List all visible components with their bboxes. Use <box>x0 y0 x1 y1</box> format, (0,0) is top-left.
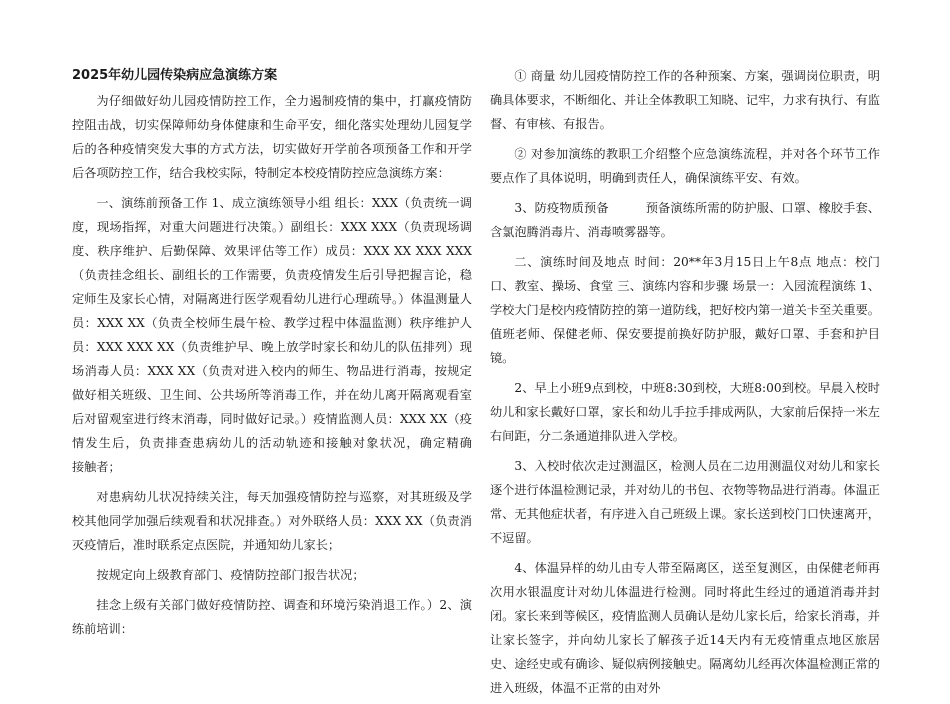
left-column <box>72 64 509 647</box>
reporting-paragraph: 按规定向上级教育部门、疫情防控部门报告状况； <box>96 568 365 582</box>
intro-paragraph: 为仔细做好幼儿园疫情防控工作，全力遏制疫情的集中，打赢疫情防控阻击战，切实保障师幼身体健康和生命平安，细化落实处理幼儿园复学后的各种疫情突发大事的方式方法，切实做好开学前各项预备工作和开学后各项防控工作，结合我校实际，特制定本校疫情防控应急演练方案： <box>72 94 472 180</box>
discussion-paragraph: ① 商量 幼儿园疫情防控工作的各种预案、方案，强调岗位职责，明确具体要求，不断细化、并让全体教职工知晓、记牢，力求有执行、有监督、有审核、有报告。 <box>490 69 880 131</box>
preparation-paragraph: 一、演练前预备工作 1、成立演练领导小组 组长：XXX（负责统一调度，现场指挥，对重大问题进行决策。）副组长：XXX XXX（负责现场调度、秩序维护、后勤保障、效果评估等工作）成员：XXX XX XXX XXX（负责挂念组长、副组长的工作需要，负责疫情发生后引导把握言论，稳定师生及家长心情，对隔离进行医学观看幼儿进行心理疏导。）体温测量人员：XXX XX（负责全校师生晨午检、教学过程中体温监测）秩序维护人员：XXX XXX XX（负责维护早、晚上放学时家长和幼儿的队伍排列）现场消毒人员：XXX XX（负责对进入校内的师生、物品进行消毒，按规定做好相关班级、卫生间、公共场所等消毒工作，并在幼儿离开隔离观看室后对留观室进行终末消毒，同时做好记录。）疫情监测人员：XXX XX（疫情发生后，负责排查患病幼儿的活动轨迹和接触对象状况，确定精确 接触者； <box>72 196 509 474</box>
monitoring-paragraph: 对患病幼儿状况持续关注，每天加强疫情防控与巡察，对其班级及学校其他同学加强后续观看和状况排查。）对外联络人员：XXX XX（负责消灭疫情后，准时联系定点医院，并通知幼儿家长； <box>72 490 472 552</box>
temperature-check-paragraph: 3、入校时依次走过测温区，检测人员在二边用测温仪对幼儿和家长逐个进行体温检测记录，并对幼儿的书包、衣物等物品进行消毒。体温正常、无其他症状者，有序进入自己班级上课。家长送到校门口快速离开，不逗留。 <box>490 459 880 545</box>
process-intro-paragraph: ② 对参加演练的教职工介绍整个应急演练流程，并对各个环节工作要点作了具体说明，明确到责任人，确保演练平安、有效。 <box>490 147 880 185</box>
right-column <box>490 64 880 704</box>
document-title: 2025年幼儿园传染病应急演练方案 <box>72 68 278 83</box>
abnormal-temperature-paragraph: 4、体温异样的幼儿由专人带至隔离区，送至复测区，由保健老师再次用水银温度计对幼儿体温进行检测。同时将此生经过的通道消毒并封闭。家长来到等候区，疫情监测人员确认是幼儿家长后，给家长消毒，并让家长签字，并向幼儿家长了解孩子近14天内有无疫情重点地区旅居史、途经史或有确诊、疑似病例接触史。隔离幼儿经再次体温检测正常的进入班级，体温不正常的由对外 <box>490 561 880 695</box>
time-location-paragraph: 二、演练时间及地点 时间：20**年3月15日上午8点 地点：校门口、教室、操场、食堂 三、演练内容和步骤 场景一：入园流程演练 1、学校大门是校内疫情防控的第一道防线，把好校内第一道关卡至关重要。值班老师、保健老师、保安要提前换好防护服，戴好口罩、手套和护目镜。 <box>490 255 880 365</box>
supplies-paragraph: 3、防疫物质预备 预备演练所需的防护服、口罩、橡胶手套、含氯泡腾消毒片、消毒喷雾器等。 <box>490 201 880 239</box>
training-paragraph: 挂念上级有关部门做好疫情防控、调查和环境污染消退工作。）2、演练前培训： <box>72 598 472 636</box>
arrival-paragraph: 2、早上小班9点到校，中班8:30到校，大班8:00到校。早晨入校时幼儿和家长戴好口罩，家长和幼儿手拉手排成两队，大家前后保持一米左右间距，分二条通道排队进入学校。 <box>490 381 880 443</box>
